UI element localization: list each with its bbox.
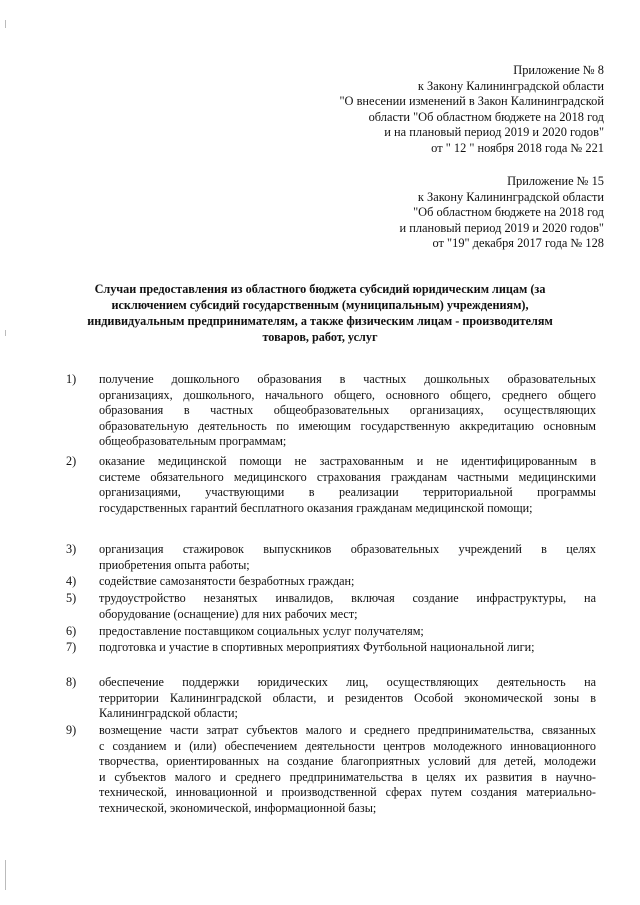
scan-edge-mark [5,20,6,28]
title-line: Случаи предоставления из областного бюджета субсидий юридическим лицам (за [94,282,546,296]
annex-8-line: и на плановый период 2019 и 2020 годов" [384,125,604,140]
annex-8-line: "О внесении изменений в Закон Калининградской [339,94,604,109]
item-text-line: территории Калининградской области, и резидентов Особой экономической зоны в [99,690,596,705]
list-item-9 [66,723,596,817]
item-number: 9) [66,723,77,737]
item-text-line: образовательную деятельность по имеющим государственную аккредитацию основным [99,418,596,433]
item-text-line: организация стажировок выпускников образовательных учреждений в целях [99,542,596,556]
document-title [60,281,580,345]
title-line: исключением субсидий государственным (муниципальным) учреждениям), [111,298,529,312]
item-text-line: оказание медицинской помощи не застрахованным и не идентифицированным в [99,454,596,468]
annex-8-line: к Закону Калининградской области [417,78,604,93]
list-item-2 [66,454,596,516]
item-text-line: Калининградской области; [99,706,238,721]
item-text-line: получение дошкольного образования в частных дошкольных образовательных [99,372,596,386]
item-number: 6) [66,624,77,638]
item-text-line: с созданием и (или) обеспечением деятельности центров молодежного инновационного [99,738,596,753]
annex-8-line: от " 12 " ноября 2018 года № 221 [431,140,604,155]
annex-15-line: и плановый период 2019 и 2020 годов" [399,220,604,235]
annex-15-header [400,174,604,252]
item-text-line: подготовка и участие в спортивных мероприятиях Футбольной национальной лиги; [99,640,535,654]
list-item-1 [66,372,596,450]
annex-8-line: Приложение № 8 [513,63,604,77]
item-text-line: организациями, участвующими в реализации территориальной программы [99,485,596,500]
item-number: 5) [66,591,77,605]
list-item-5 [66,591,596,622]
item-text-line: трудоустройство незанятых инвалидов, включая создание инфраструктуры, на [99,591,596,605]
item-text-line: оборудование (оснащение) для них рабочих мест; [99,606,358,621]
item-text-line: технической, экономической, информационной базы; [99,800,377,815]
item-number: 4) [66,574,77,588]
item-text-line: возмещение части затрат субъектов малого и среднего предпринимательства, связанных [99,723,596,737]
list-item-3 [66,542,596,573]
list-item-7 [66,640,596,656]
item-text-line: общеобразовательным программам; [99,434,287,449]
annex-15-line: Приложение № 15 [507,174,604,188]
title-line: товаров, работ, услуг [262,330,378,344]
item-text-line: системе обязательного медицинского страхования гражданам частными медицинскими [99,469,596,484]
annex-15-line: к Закону Калининградской области [417,189,604,204]
item-number: 3) [66,542,77,556]
list-item-8 [66,675,596,722]
list-item-4 [66,574,596,590]
title-line: индивидуальным предпринимателям, а также физическим лицам - производителям [87,314,553,328]
annex-8-line: области "Об областном бюджете на 2018 год [368,109,604,124]
item-text-line: и субъектов малого и среднего предпринимательства в целях их развития в научно- [99,769,596,784]
annex-15-line: "Об областном бюджете на 2018 год [413,205,604,220]
item-text-line: предоставление поставщиком социальных услуг получателям; [99,624,424,638]
item-number: 2) [66,454,77,468]
item-text-line: обеспечение поддержки юридических лиц, осуществляющих деятельность на [99,675,596,689]
annex-8-header [339,63,604,157]
item-text-line: образования в частных общеобразовательных организациях, осуществляющих [99,403,596,418]
scan-edge-mark [5,330,6,336]
item-number: 1) [66,372,77,386]
item-text-line: содействие самозанятости безработных граждан; [99,574,355,588]
list-item-6 [66,624,596,640]
item-number: 8) [66,675,77,689]
item-text-line: государственных гарантий бесплатного оказания гражданам медицинской помощи; [99,500,533,515]
item-text-line: технической, инновационной и производственной сферах путем создания материально- [99,785,596,800]
annex-15-line: от "19" декабря 2017 года № 128 [432,236,604,251]
item-text-line: организациях, дошкольного, начального общего, основного общего, среднего общего [99,387,596,402]
scan-edge-mark [5,860,6,890]
item-text-line: приобретения опыта работы; [99,557,250,572]
item-text-line: творчества, ориентированных на создание благоприятных условий для детей, молодежи [99,754,596,769]
item-number: 7) [66,640,77,654]
